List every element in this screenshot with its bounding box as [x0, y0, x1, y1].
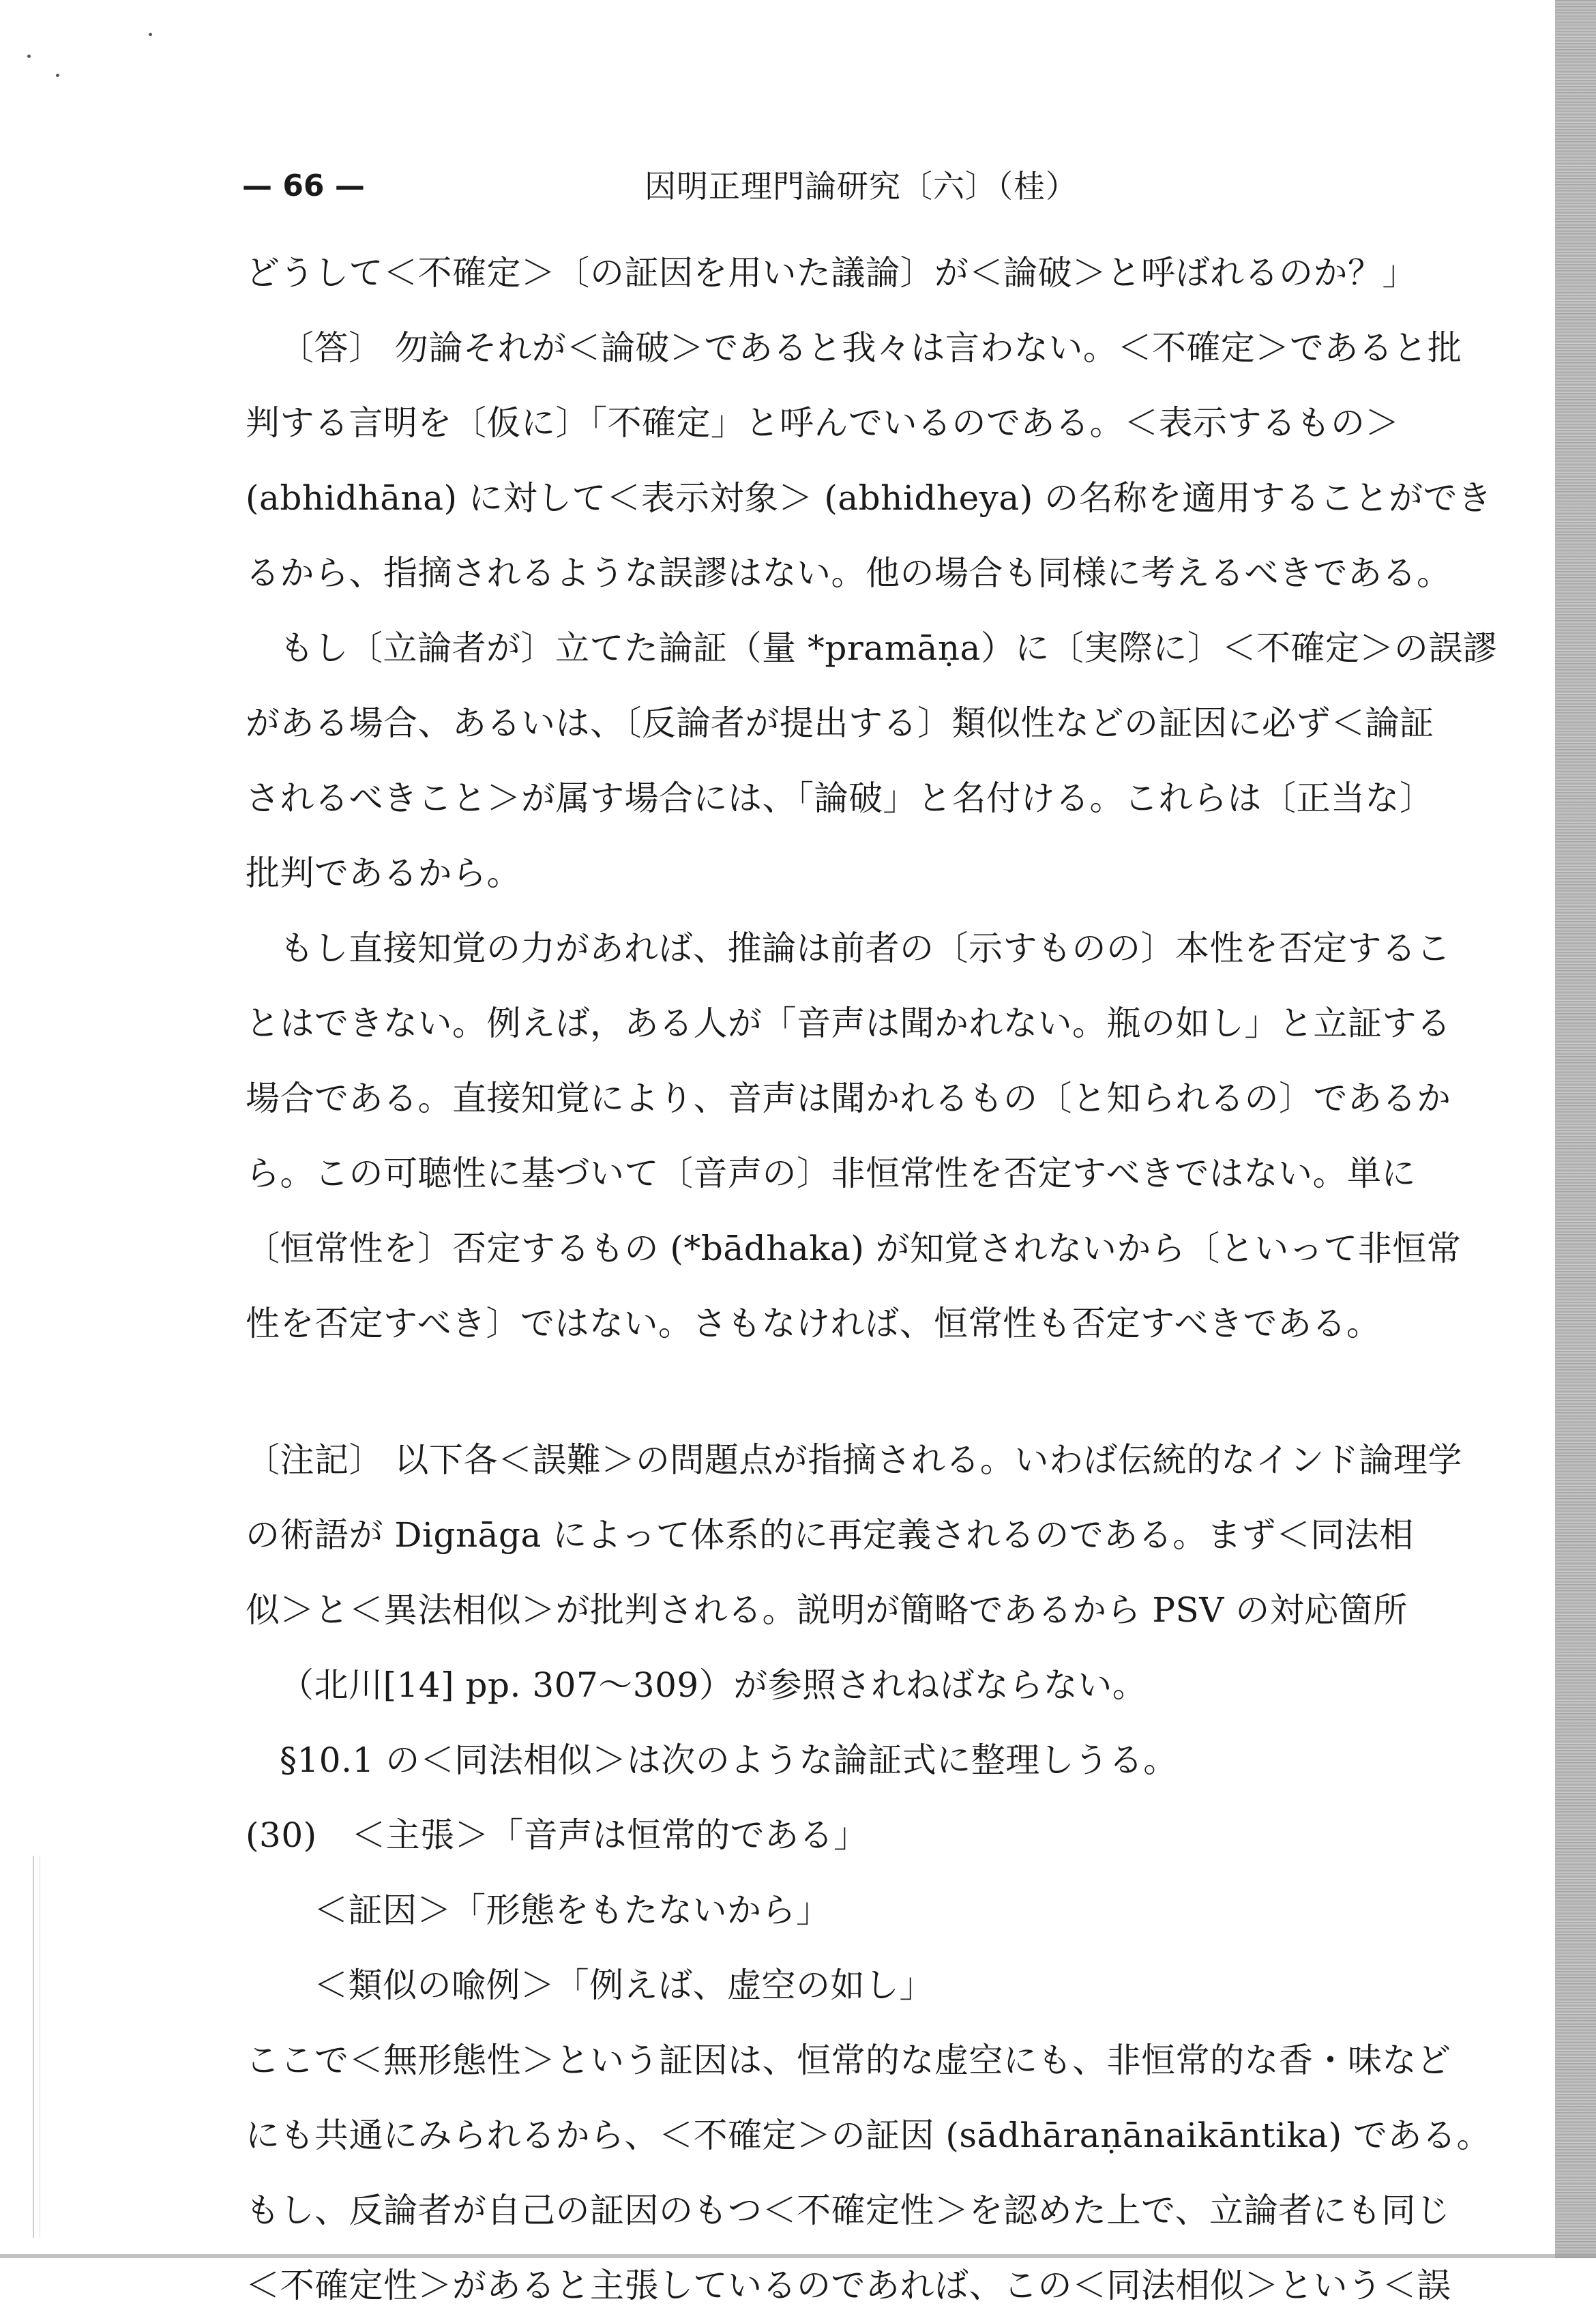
note-line: にも共通にみられるから、＜不確定＞の証因 (sādhāraṇānaikāntika) である。 [246, 2116, 1492, 2155]
scan-left-margin-lines [33, 1856, 40, 2238]
text-line: 場合である。直接知覚により、音声は聞かれるもの〔と知られるの〕であるか [246, 1079, 1451, 1118]
text-line: 判する言明を〔仮に〕「不確定」と呼んでいるのである。＜表示するもの＞ [246, 403, 1400, 443]
note-line: ここで＜無形態性＞という証因は、恒常的な虚空にも、非恒常的な香・味など [246, 2041, 1451, 2080]
text-line: がある場合、あるいは、〔反論者が提出する〕類似性などの証因に必ず＜論証 [246, 703, 1434, 743]
note-line: 似＞と＜異法相似＞が批判される。説明が簡略であるから PSV の対応箇所 [246, 1590, 1408, 1630]
scan-speck [27, 55, 31, 58]
text-line: ら。この可聴性に基づいて〔音声の〕非恒常性を否定すべきではない。単に [246, 1154, 1416, 1193]
text-line: どうして＜不確定＞〔の証因を用いた議論〕が＜論破＞と呼ばれるのか？」 [246, 253, 1417, 293]
running-title: 因明正理門論研究〔六〕（桂） [645, 168, 1078, 205]
note-line: 〔注記〕 以下各＜誤難＞の問題点が指摘される。いわば伝統的なインド論理学 [246, 1440, 1462, 1480]
scan-speck [149, 33, 152, 36]
text-line: 批判であるから。 [246, 853, 521, 893]
scan-edge-shading [1555, 0, 1596, 2258]
text-line: されるべきこと＞が属す場合には、「論破」と名付ける。これらは〔正当な〕 [246, 778, 1434, 818]
text-line: 〔恒常性を〕否定するもの (*bādhaka) が知覚されないから〔といって非恒常 [246, 1229, 1462, 1268]
note-line: もし、反論者が自己の証因のもつ＜不確定性＞を認めた上で、立論者にも同じ [246, 2191, 1451, 2230]
text-line: 性を否定すべき〕ではない。さもなければ、恒常性も否定すべきである。 [246, 1304, 1381, 1343]
text-line: もし直接知覚の力があれば、推論は前者の〔示すものの〕本性を否定するこ [280, 929, 1451, 968]
note-line: ＜不確定性＞があると主張しているのであれば、この＜同法相似＞という＜誤 [246, 2266, 1451, 2305]
page-header [242, 162, 1429, 210]
note-line: の術語が Dignāga によって体系的に再定義されるのである。まず＜同法相 [246, 1515, 1414, 1555]
scan-speck [56, 74, 59, 77]
note-line: §10.1 の＜同法相似＞は次のような論証式に整理しうる。 [280, 1740, 1178, 1780]
text-line: とはできない。例えば，ある人が「音声は聞かれない。瓶の如し」と立証する [246, 1004, 1451, 1043]
note-line: (30) ＜主張＞「音声は恒常的である」 [246, 1815, 868, 1855]
text-line: (abhidhāna) に対して＜表示対象＞ (abhidheya) の名称を適用することができ [246, 478, 1492, 518]
text-line: 〔答〕 勿論それが＜論破＞であると我々は言わない。＜不確定＞であると批 [280, 328, 1462, 368]
note-line: （北川[14] pp. 307〜309）が参照されねばならない。 [280, 1665, 1147, 1705]
note-line: ＜類似の喩例＞「例えば、虚空の如し」 [314, 1966, 934, 2005]
text-line: るから、指摘されるような誤謬はない。他の場合も同様に考えるべきである。 [246, 553, 1451, 593]
text-line: もし〔立論者が〕立てた論証（量 *pramāṇa）に〔実際に〕＜不確定＞の誤謬 [280, 628, 1498, 668]
main-text [246, 235, 1498, 2323]
page-number: — 66 — [242, 169, 365, 203]
section-gap [246, 1361, 1432, 1422]
note-line: ＜証因＞「形態をもたないから」 [314, 1890, 831, 1930]
